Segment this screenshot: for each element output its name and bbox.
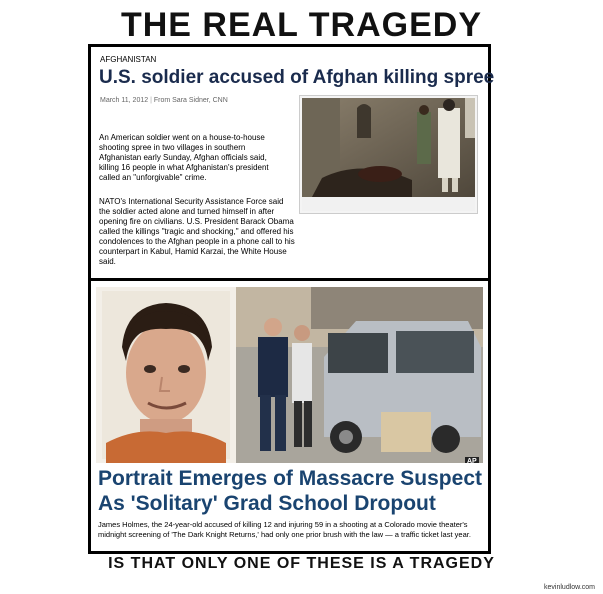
site-credit[interactable]: kevinludlow.com	[544, 584, 595, 591]
article-top-panel	[91, 47, 495, 278]
meme-top-text: THE REAL TRAGEDY	[120, 6, 483, 44]
suspect-photo-image	[96, 287, 483, 463]
meta-separator: |	[150, 97, 152, 104]
photo-credit-badge: AP	[465, 457, 479, 463]
suspect-photo	[96, 287, 483, 463]
article-paragraph-1: An American soldier went on a house-to-house shooting spree in two villages in southern Afghanistan early Sunday, Afghan officials said, killing 16 people in what Afghanistan's president called an "unforgivable" crime.	[99, 133, 269, 182]
section-label: AFGHANISTAN	[100, 55, 157, 64]
afghanistan-photo	[299, 95, 478, 214]
article-bottom-panel	[91, 281, 488, 551]
photo-caption-strip	[302, 197, 475, 211]
article-top-headline[interactable]: U.S. soldier accused of Afghan killing spree	[99, 67, 495, 88]
article-paragraph-2: NATO's International Security Assistance Force said the soldier acted alone and turned himself in after opening fire on civilians. U.S. President Barack Obama called the killings "tragic and shocking," and offered his condolences to the Afghan people in a phone call to his counterpart in Kabul, Hamid Karzai, the White House said.	[99, 197, 295, 266]
article-bottom-headline[interactable]: Portrait Emerges of Massacre Suspect As 'Solitary' Grad School Dropout	[98, 467, 482, 515]
article-meta	[100, 97, 228, 104]
afghanistan-photo-image	[302, 98, 475, 197]
article-bottom-lede: James Holmes, the 24-year-old accused of killing 12 and injuring 59 in a shooting at a Colorado movie theater's midnight screening of 'The Dark Knight Returns,' had only one prior brush with the law — a traffic ticket last year.	[98, 520, 471, 539]
article-date: March 11, 2012	[100, 97, 149, 104]
meme-bottom-text: IS THAT ONLY ONE OF THESE IS A TRAGEDY	[108, 555, 495, 572]
comparison-frame	[88, 44, 495, 554]
article-byline: From Sara Sidner, CNN	[153, 97, 228, 104]
